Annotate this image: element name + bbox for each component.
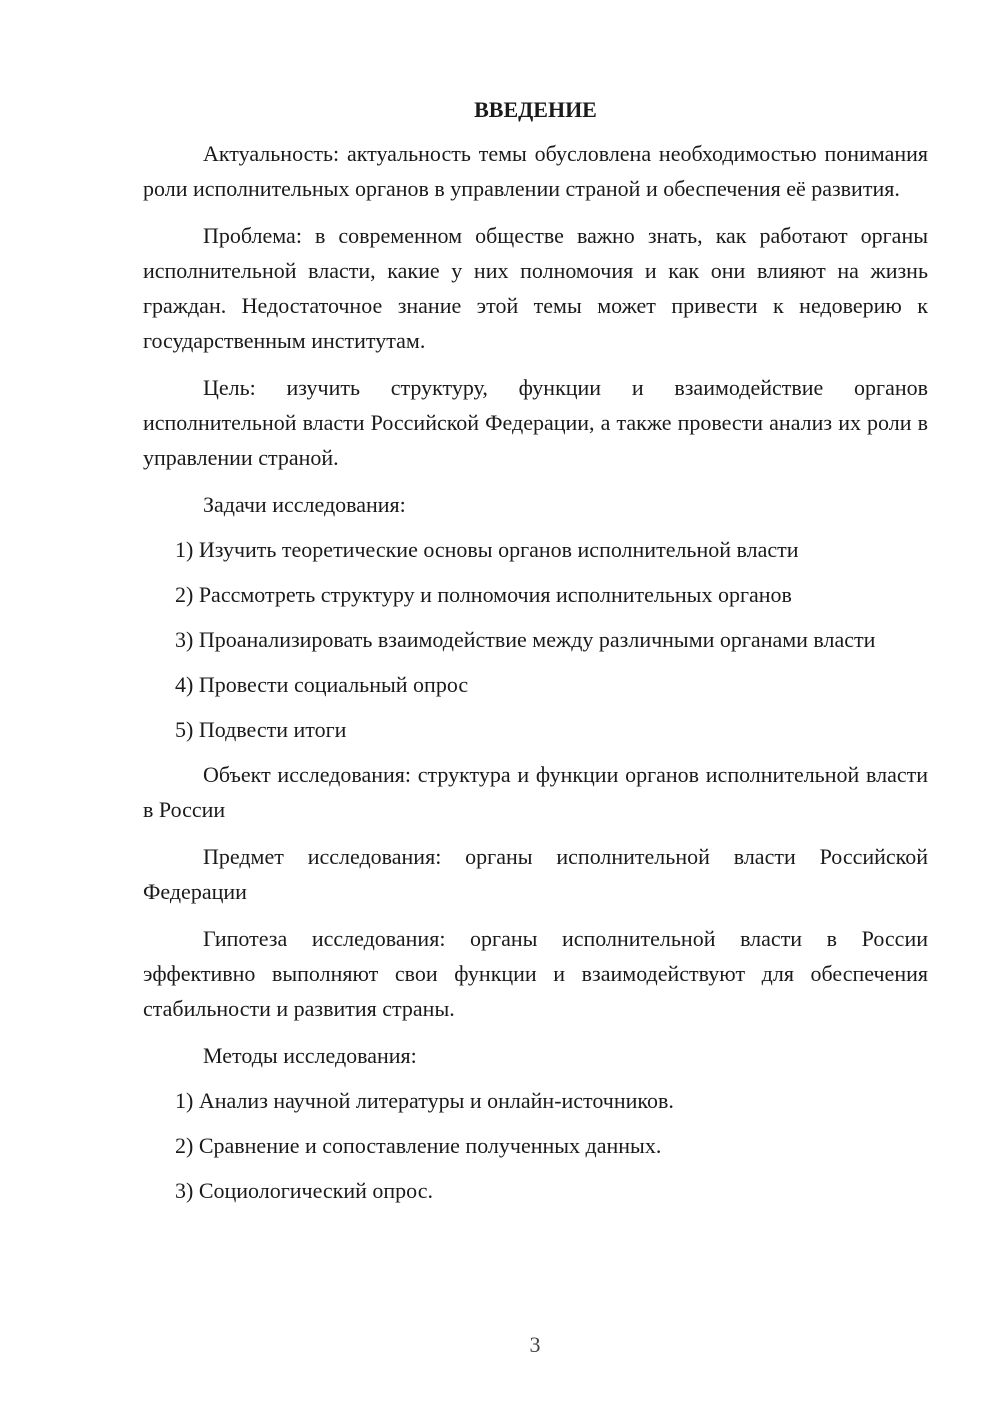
relevance-paragraph: Актуальность: актуальность темы обусловлена необходимостью понимания роли исполнительных органов в управлении страной и обеспечения её развития. bbox=[143, 141, 928, 201]
method-item: 2) Сравнение и сопоставление полученных данных. bbox=[175, 1133, 662, 1158]
problem-paragraph: Проблема: в современном обществе важно знать, как работают органы исполнительной власти, какие у них полномочия и как они влияют на жизнь граждан. Недостаточное знание этой темы может привести к недоверию к государственным институтам. bbox=[143, 223, 928, 353]
method-item: 3) Социологический опрос. bbox=[175, 1178, 433, 1203]
task-item: 2) Рассмотреть структуру и полномочия исполнительных органов bbox=[175, 582, 792, 607]
task-item: 5) Подвести итоги bbox=[175, 717, 347, 742]
task-item: 1) Изучить теоретические основы органов исполнительной власти bbox=[175, 537, 799, 562]
method-item: 1) Анализ научной литературы и онлайн-источников. bbox=[175, 1088, 674, 1113]
hypothesis-paragraph: Гипотеза исследования: органы исполнительной власти в России эффективно выполняют свои функции и взаимодействуют для обеспечения стабильности и развития страны. bbox=[143, 926, 928, 1021]
task-item: 3) Проанализировать взаимодействие между различными органами власти bbox=[175, 627, 876, 652]
subject-paragraph: Предмет исследования: органы исполнительной власти Российской Федерации bbox=[143, 844, 928, 904]
section-title: ВВЕДЕНИЕ bbox=[474, 97, 597, 122]
task-item: 4) Провести социальный опрос bbox=[175, 672, 469, 697]
goal-paragraph: Цель: изучить структуру, функции и взаимодействие органов исполнительной власти Российской Федерации, а также провести анализ их роли в управлении страной. bbox=[143, 375, 928, 470]
tasks-label: Задачи исследования: bbox=[203, 492, 406, 517]
page-number: 3 bbox=[529, 1332, 541, 1357]
methods-label: Методы исследования: bbox=[203, 1043, 417, 1068]
page-content bbox=[143, 92, 928, 1218]
object-paragraph: Объект исследования: структура и функции органов исполнительной власти в России bbox=[143, 762, 928, 822]
